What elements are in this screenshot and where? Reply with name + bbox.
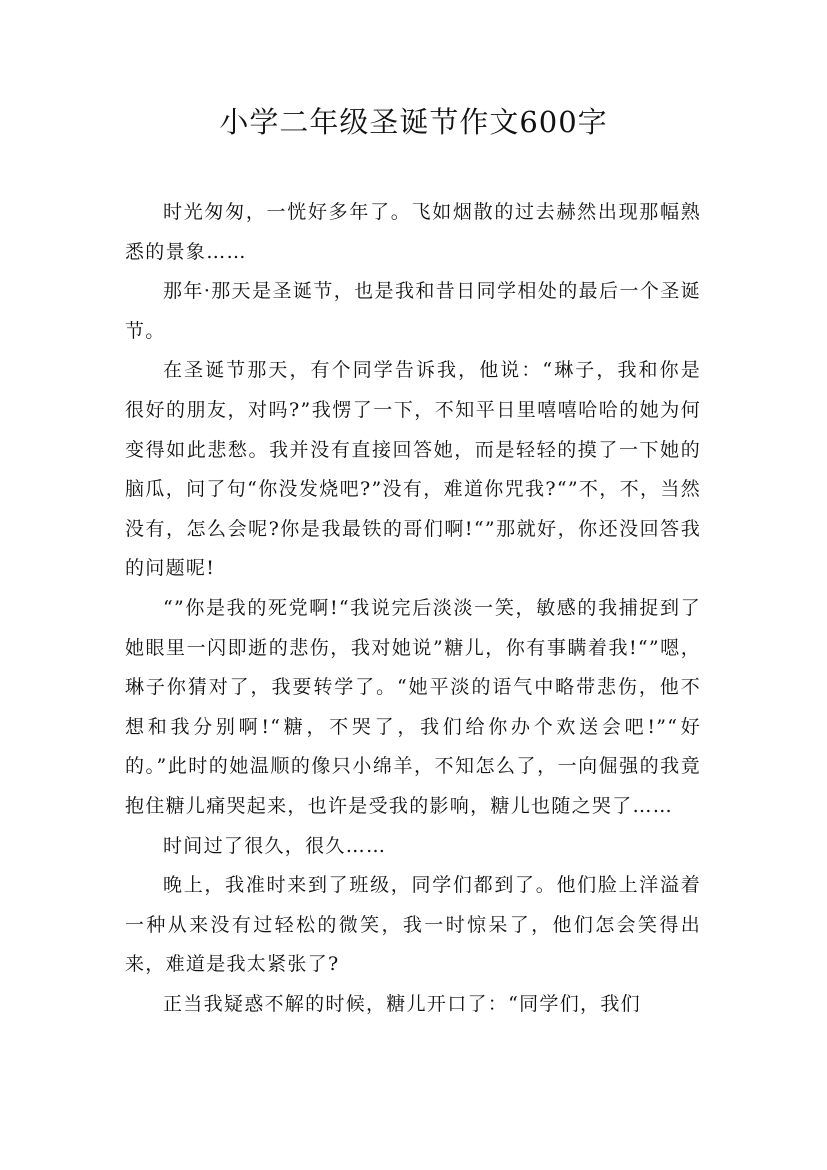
paragraph: “”你是我的死党啊!“我说完后淡淡一笑，敏感的我捕捉到了她眼里一闪即逝的悲伤，我对她说”糖儿，你有事瞒着我!“”嗯，琳子你猜对了，我要转学了。“她平淡的语气中略带悲伤，他不想和我分别啊!“糖，不哭了，我们给你办个欢送会吧!”“好的。”此时的她温顺的像只小绵羊，不知怎么了，一向倔强的我竟抱住糖儿痛哭起来，也许是受我的影响，糖儿也随之哭了…… <box>125 596 701 817</box>
paragraph: 那年·那天是圣诞节，也是我和昔日同学相处的最后一个圣诞节。 <box>125 280 701 342</box>
document-body <box>125 193 701 1024</box>
paragraph: 时间过了很久，很久…… <box>163 834 387 857</box>
document-title: 小学二年级圣诞节作文600字 <box>219 105 608 139</box>
paragraph: 时光匆匆，一恍好多年了。飞如烟散的过去赫然出现那幅熟悉的景象…… <box>125 201 701 263</box>
paragraph: 在圣诞节那天，有个同学告诉我，他说：“琳子，我和你是很好的朋友，对吗?”我愣了一下，不知平日里嘻嘻哈哈的她为何变得如此悲愁。我并没有直接回答她，而是轻轻的摸了一下她的脑瓜，问了句“你没发烧吧?”没有，难道你咒我?“”不，不，当然没有，怎么会呢?你是我最铁的哥们啊!“”那就好，你还没回答我的问题呢! <box>125 359 701 580</box>
paragraph: 晚上，我准时来到了班级，同学们都到了。他们脸上洋溢着一种从来没有过轻松的微笑，我一时惊呆了，他们怎会笑得出来，难道是我太紧张了? <box>125 874 701 976</box>
paragraph: 正当我疑惑不解的时候，糖儿开口了：“同学们，我们 <box>163 992 641 1015</box>
